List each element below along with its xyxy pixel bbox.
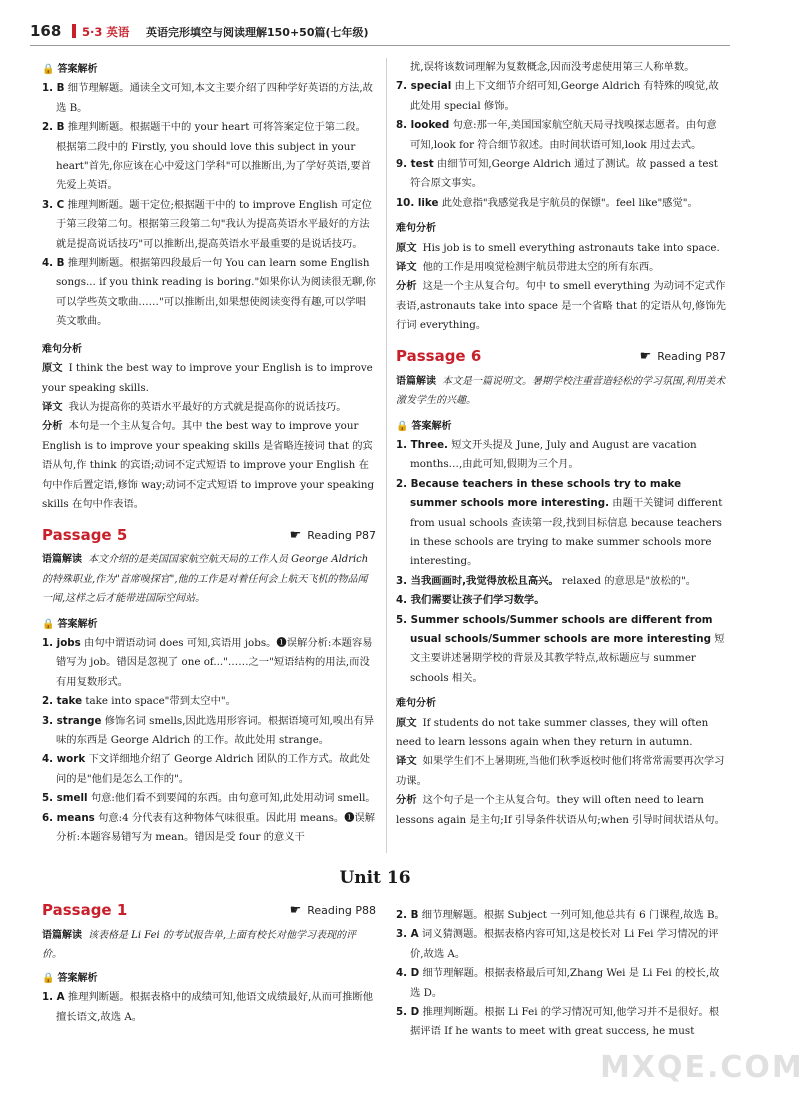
answer-item: 7. special 由上下文细节介绍可知,George Aldrich 有特殊的嗅觉,故此处用 special 修饰。 — [396, 80, 719, 112]
lock-icon: 🔒 — [42, 972, 55, 984]
answer-item: 4. 我们需要让孩子们学习数学。 — [396, 594, 545, 607]
answers-section-title: 🔒 答案解析 — [42, 972, 98, 984]
passage-1-heading — [42, 900, 376, 922]
brand-label: 5·3 英语 — [82, 25, 130, 39]
answer-item: 3. A 词义猜测题。根据表格内容可知,这是校长对 Li Fei 学习情况的评价,故选 A。 — [396, 928, 719, 960]
answer-item: 8. looked 句意:那一年,美国国家航空航天局寻找嗅探志愿者。由句意可知,look for 符合细节叙述。由时间状语可知,look 用过去式。 — [396, 119, 717, 151]
column-divider — [386, 58, 387, 853]
translation: 译文 如果学生们不上暑期班,当他们秋季返校时他们将常常需要再次学习功课。 — [396, 755, 725, 787]
passage-intro: 语篇解读 该表格是 Li Fei 的考试报告单,上面有校长对他学习表现的评价。 — [42, 930, 357, 961]
answer-item: 4. work 下文详细地介绍了 George Aldrich 团队的工作方式。故此处问的是"他们是怎么工作的"。 — [42, 753, 370, 785]
difficult-section-title: 难句分析 — [42, 343, 82, 355]
page-number: 168 — [30, 22, 62, 40]
continued-text: 扰,误将该数词理解为复数概念,因而没考虑使用第三人称单数。 — [410, 61, 695, 73]
answer-item: 2. Because teachers in these schools try to make summer schools more interesting. 由题干关键词 different from usual schools 查读第一段,找到目标信息 because teachers in these schools are trying to make summer schools more interesting。 — [396, 477, 723, 568]
analysis: 分析 这个句子是一个主从复合句。they will often need to learn lessons again 是主句;If 引导条件状语从句;when 引导时间状语从句。 — [396, 794, 725, 826]
original-sentence: 原文 I think the best way to improve your English is to improve your speaking skills. — [42, 362, 373, 394]
answer-item: 1. jobs 由句中谓语动词 does 可知,宾语用 jobs。❶误解分析:本题容易错写为 job。错因是忽视了 one of..."……之一"短语结构的用法,而没有用复数形式。 — [42, 636, 373, 688]
header-accent-bar — [72, 24, 76, 38]
passage-title: Passage 6 — [396, 346, 482, 365]
answer-item: 3. C 推理判断题。题干定位;根据题干中的 to improve English 可定位于第三段第二句。根据第三段第二句"我认为提高英语水平最好的方法就是提高说话技巧"可以推断出,提高英语水平最重要的是说话技巧。 — [42, 198, 372, 250]
passage-6-heading — [396, 346, 726, 368]
passage-title: Passage 1 — [42, 901, 128, 920]
lock-icon: 🔒 — [42, 618, 55, 630]
answer-item: 3. strange 修饰名词 smells,因此选用形容词。根据语境可知,嗅出有异味的东西是 George Aldrich 的工作。故此处用 strange。 — [42, 714, 375, 746]
header-divider — [30, 45, 730, 46]
left-column — [42, 58, 376, 847]
difficult-section-title: 难句分析 — [396, 223, 436, 235]
passage-5-heading — [42, 524, 376, 546]
original-sentence: 原文 His job is to smell everything astronauts take into space. — [396, 241, 720, 254]
analysis: 分析 本句是一个主从复合句。其中 the best way to improve your English is to improve your speaking skills 是省略连接词 that 的宾语从句,作 think 的宾语;动词不定式短语 to improve your English 在句中作后置定语,修饰 way;动词不定式短语 to improve your speaking skills 在句中作表语。 — [42, 420, 375, 510]
pointing-hand-icon: ☛ — [639, 348, 652, 364]
watermark-logo: MXQE.COM — [600, 1050, 804, 1085]
translation: 译文 我认为提高你的英语水平最好的方式就是提高你的说话技巧。 — [42, 400, 347, 413]
answer-item: 3. 当我画画时,我觉得放松且高兴。 relaxed 的意思是"放松的"。 — [396, 574, 697, 587]
answer-item: 9. test 由细节可知,George Aldrich 通过了测试。故 passed a test 符合原文事实。 — [396, 158, 718, 190]
difficult-section-title: 难句分析 — [396, 698, 436, 710]
lock-icon: 🔒 — [396, 420, 409, 432]
answer-item: 6. means 句意:4 分代表有这种物体气味很重。因此用 means。❶误解分析:本题容易错写为 mean。错因是受 four 的意义干 — [42, 811, 376, 844]
passage-intro: 语篇解读 本文是一篇说明文。暑期学校注重营造轻松的学习氛围,利用美术激发学生的兴趣。 — [396, 375, 726, 407]
unit-title: Unit 16 — [339, 868, 411, 888]
page-header — [0, 0, 750, 40]
answer-item: 2. take take into space"带到太空中"。 — [42, 695, 236, 708]
pointing-hand-icon: ☛ — [289, 903, 302, 919]
passage-intro: 语篇解读 本文介绍的是美国国家航空航天局的工作人员 George Aldrich 的特殊职业,作为"首席嗅探官",他的工作是对着任何会上航天飞机的物品闻一闻,这样之后才能带进国际空间站。 — [42, 554, 369, 605]
answer-item: 1. B 细节理解题。通读全文可知,本文主要介绍了四种学好英语的方法,故选 B。 — [42, 82, 373, 114]
passage-title: Passage 5 — [42, 525, 128, 544]
reading-reference: ☛ Reading P88 — [289, 903, 376, 919]
translation: 译文 他的工作是用嗅觉检测宇航员带进太空的所有东西。 — [396, 261, 660, 274]
answer-item: 10. like 此处意指"我感觉我是宇航员的保镖"。feel like"感觉"。 — [396, 196, 698, 209]
answer-item: 5. smell 句意:他们看不到要闻的东西。由句意可知,此处用动词 smell。 — [42, 792, 376, 805]
unit-left-column — [42, 900, 376, 1027]
answers-section-title: 🔒 答案解析 — [42, 618, 98, 630]
answer-item: 4. B 推理判断题。根据第四段最后一句 You can learn some English songs... if you think reading is boring."如果你认为阅读很无聊,你可以学些英文歌曲……"可以推断出,如果想使阅读变得有趣,可以学唱英文歌曲。 — [42, 257, 376, 328]
right-column — [396, 58, 726, 830]
analysis: 分析 这是一个主从复合句。句中 to smell everything 为动词不定式作表语,astronauts take into space 是一个省略 that 的定语从句,修饰先行词 everything。 — [396, 280, 726, 332]
answer-item: 2. B 细节理解题。根据 Subject 一列可知,他总共有 6 门课程,故选 B。 — [396, 909, 725, 921]
book-title: 英语完形填空与阅读理解150+50篇(七年级) — [146, 26, 369, 39]
unit-right-column — [396, 906, 726, 1042]
pointing-hand-icon: ☛ — [289, 527, 302, 543]
answer-item: 4. D 细节理解题。根据表格最后可知,Zhang Wei 是 Li Fei 的校长,故选 D。 — [396, 967, 720, 999]
answers-section-title: 🔒 答案解析 — [396, 420, 452, 432]
answer-item: 5. D 推理判断题。根据 Li Fei 的学习情况可知,他学习并不是很好。根据评语 If he wants to meet with great success, he must — [396, 1006, 720, 1038]
lock-icon: 🔒 — [42, 64, 55, 75]
answer-item: 1. Three. 短文开头提及 June, July and August are vacation months…,由此可知,假期为三个月。 — [396, 438, 697, 471]
answer-item: 1. A 推理判断题。根据表格中的成绩可知,他语文成绩最好,从而可推断他擅长语文,故选 A。 — [42, 991, 374, 1023]
answer-item: 5. Summer schools/Summer schools are different from usual schools/Summer schools are more interesting 短文主要讲述暑期学校的背景及其教学特点,故标题应与 summer schools 相关。 — [396, 613, 725, 684]
original-sentence: 原文 If students do not take summer classes, they will often need to learn lessons again when they return in autumn. — [396, 716, 709, 748]
reading-reference: ☛ Reading P87 — [639, 348, 726, 364]
answers-section-title: 🔒 答案解析 — [42, 64, 98, 75]
answer-item: 2. B 推理判断题。根据题干中的 your heart 可将答案定位于第二段。根据第二段中的 Firstly, you should love this subject in your heart"首先,你应该在心中爱这门学科"可以推断出,为了学好英语,要首先爱上英语。 — [42, 121, 371, 192]
reading-reference: ☛ Reading P87 — [289, 527, 376, 543]
